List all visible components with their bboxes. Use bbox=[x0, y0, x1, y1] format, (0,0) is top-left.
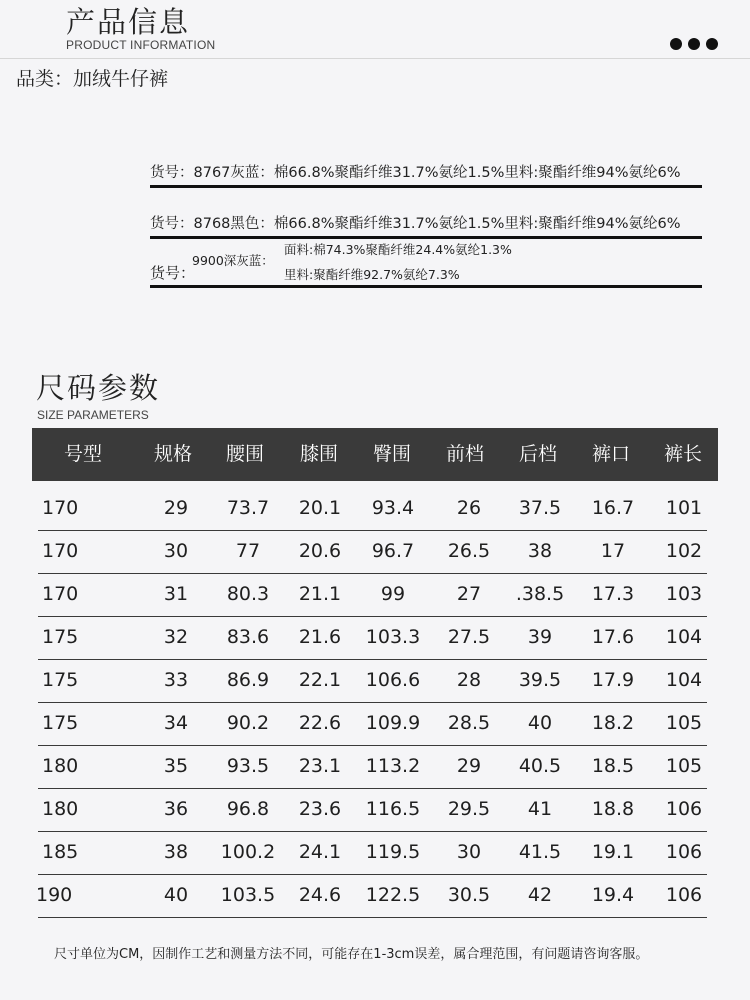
table-row bbox=[0, 876, 750, 919]
table-cell: 101 bbox=[665, 497, 703, 519]
table-cell: 175 bbox=[42, 712, 79, 734]
table-cell: 23.1 bbox=[298, 755, 342, 777]
table-cell: 37.5 bbox=[518, 497, 562, 519]
product-code: 9900深灰蓝： bbox=[192, 253, 274, 268]
table-cell: 30.5 bbox=[447, 884, 491, 906]
size-table-header bbox=[32, 428, 718, 481]
column-header: 膝围 bbox=[299, 443, 339, 465]
table-cell: 19.1 bbox=[591, 841, 635, 863]
table-cell: 29 bbox=[163, 497, 189, 519]
size-params-title: 尺码参数 bbox=[36, 371, 161, 405]
table-cell: 190 bbox=[36, 884, 73, 906]
table-cell: 24.1 bbox=[298, 841, 342, 863]
table-cell: 20.6 bbox=[298, 540, 342, 562]
product-material: 棉66.8%聚酯纤维31.7%氨纶1.5%里料:聚酯纤维94%氨纶6% bbox=[273, 216, 681, 232]
table-cell: 180 bbox=[42, 798, 79, 820]
table-cell: 103.5 bbox=[220, 884, 276, 906]
column-header: 后档 bbox=[518, 443, 558, 465]
table-cell: 17.9 bbox=[591, 669, 635, 691]
column-header: 规格 bbox=[153, 443, 193, 465]
table-row bbox=[0, 833, 750, 876]
table-cell: 27 bbox=[456, 583, 482, 605]
column-header: 臀围 bbox=[372, 443, 412, 465]
table-cell: 39 bbox=[527, 626, 553, 648]
category-label: 品类：加绒牛仔裤 bbox=[16, 68, 169, 90]
row-divider bbox=[38, 702, 707, 703]
more-menu-icon[interactable] bbox=[670, 38, 718, 50]
table-row bbox=[0, 575, 750, 618]
row-divider bbox=[38, 573, 707, 574]
table-cell: 19.4 bbox=[591, 884, 635, 906]
row-divider bbox=[38, 917, 707, 918]
table-cell: 29.5 bbox=[447, 798, 491, 820]
table-cell: 40.5 bbox=[518, 755, 562, 777]
table-cell: 24.6 bbox=[298, 884, 342, 906]
table-cell: 122.5 bbox=[365, 884, 421, 906]
product-spec-9900 bbox=[150, 240, 702, 290]
row-divider bbox=[38, 745, 707, 746]
table-cell: 175 bbox=[42, 626, 79, 648]
table-cell: 96.7 bbox=[371, 540, 415, 562]
table-cell: 185 bbox=[42, 841, 79, 863]
table-cell: 26 bbox=[456, 497, 482, 519]
table-cell: 28 bbox=[456, 669, 482, 691]
table-cell: 40 bbox=[527, 712, 553, 734]
table-cell: 106.6 bbox=[365, 669, 421, 691]
table-cell: 30 bbox=[456, 841, 482, 863]
table-cell: 83.6 bbox=[226, 626, 270, 648]
header-divider bbox=[0, 58, 750, 59]
table-cell: 40 bbox=[163, 884, 189, 906]
table-cell: 119.5 bbox=[365, 841, 421, 863]
table-cell: 170 bbox=[42, 583, 79, 605]
spec-underline bbox=[150, 236, 702, 239]
column-header: 裤口 bbox=[591, 443, 631, 465]
table-cell: 36 bbox=[163, 798, 189, 820]
table-cell: 93.4 bbox=[371, 497, 415, 519]
column-header: 裤长 bbox=[663, 443, 703, 465]
table-cell: 102 bbox=[665, 540, 703, 562]
table-cell: 30 bbox=[163, 540, 189, 562]
table-cell: 73.7 bbox=[226, 497, 270, 519]
table-cell: 180 bbox=[42, 755, 79, 777]
table-cell: 23.6 bbox=[298, 798, 342, 820]
table-row bbox=[0, 661, 750, 704]
product-code: 货号：8768黑色： bbox=[150, 216, 274, 232]
product-material-lining: 里料:聚酯纤维92.7%氨纶7.3% bbox=[284, 267, 460, 282]
table-row bbox=[0, 532, 750, 575]
product-info-subtitle: PRODUCT INFORMATION bbox=[66, 38, 216, 52]
row-divider bbox=[38, 659, 707, 660]
table-cell: 17.6 bbox=[591, 626, 635, 648]
table-cell: 33 bbox=[163, 669, 189, 691]
table-cell: 34 bbox=[163, 712, 189, 734]
table-cell: 29 bbox=[456, 755, 482, 777]
table-cell: 26.5 bbox=[447, 540, 491, 562]
table-cell: 175 bbox=[42, 669, 79, 691]
table-cell: 21.6 bbox=[298, 626, 342, 648]
table-cell: 170 bbox=[42, 540, 79, 562]
size-footnote: 尺寸单位为CM，因制作工艺和测量方法不同，可能存在1-3cm误差，属合理范围，有问题请咨询客服。 bbox=[54, 947, 649, 962]
table-cell: 18.2 bbox=[591, 712, 635, 734]
table-cell: 39.5 bbox=[518, 669, 562, 691]
size-params-subtitle: SIZE PARAMETERS bbox=[37, 408, 149, 422]
table-cell: 100.2 bbox=[220, 841, 276, 863]
table-cell: 32 bbox=[163, 626, 189, 648]
table-cell: 105 bbox=[665, 755, 703, 777]
table-cell: 41 bbox=[527, 798, 553, 820]
table-cell: 109.9 bbox=[365, 712, 421, 734]
table-cell: 93.5 bbox=[226, 755, 270, 777]
table-cell: 103.3 bbox=[365, 626, 421, 648]
table-row bbox=[0, 489, 750, 532]
table-cell: 18.8 bbox=[591, 798, 635, 820]
table-cell: 22.6 bbox=[298, 712, 342, 734]
table-cell: 38 bbox=[527, 540, 553, 562]
table-cell: 90.2 bbox=[226, 712, 270, 734]
table-cell: 105 bbox=[665, 712, 703, 734]
table-row bbox=[0, 704, 750, 747]
table-cell: 86.9 bbox=[226, 669, 270, 691]
table-cell: 96.8 bbox=[226, 798, 270, 820]
table-row bbox=[0, 618, 750, 661]
product-spec-8767 bbox=[150, 161, 702, 191]
table-cell: 38 bbox=[163, 841, 189, 863]
table-cell: 80.3 bbox=[226, 583, 270, 605]
row-divider bbox=[38, 530, 707, 531]
table-cell: 106 bbox=[665, 841, 703, 863]
table-cell: 17 bbox=[600, 540, 626, 562]
row-divider bbox=[38, 874, 707, 875]
table-cell: 20.1 bbox=[298, 497, 342, 519]
column-header: 腰围 bbox=[225, 443, 265, 465]
product-info-title: 产品信息 bbox=[66, 5, 191, 39]
table-cell: .38.5 bbox=[515, 583, 565, 605]
table-cell: 17.3 bbox=[591, 583, 635, 605]
table-cell: 104 bbox=[665, 626, 703, 648]
product-material: 棉66.8%聚酯纤维31.7%氨纶1.5%里料:聚酯纤维94%氨纶6% bbox=[273, 165, 681, 181]
table-cell: 16.7 bbox=[591, 497, 635, 519]
spec-underline bbox=[150, 285, 702, 288]
row-divider bbox=[38, 831, 707, 832]
table-cell: 18.5 bbox=[591, 755, 635, 777]
table-cell: 104 bbox=[665, 669, 703, 691]
table-cell: 28.5 bbox=[447, 712, 491, 734]
table-cell: 77 bbox=[235, 540, 261, 562]
row-divider bbox=[38, 788, 707, 789]
table-cell: 31 bbox=[163, 583, 189, 605]
row-divider bbox=[38, 616, 707, 617]
table-cell: 99 bbox=[380, 583, 406, 605]
column-header: 前档 bbox=[445, 443, 485, 465]
product-material-outer: 面料:棉74.3%聚酯纤维24.4%氨纶1.3% bbox=[284, 242, 512, 257]
table-cell: 106 bbox=[665, 884, 703, 906]
table-cell: 41.5 bbox=[518, 841, 562, 863]
table-cell: 170 bbox=[42, 497, 79, 519]
product-spec-8768 bbox=[150, 212, 702, 242]
table-cell: 22.1 bbox=[298, 669, 342, 691]
column-header: 号型 bbox=[63, 443, 103, 465]
table-cell: 35 bbox=[163, 755, 189, 777]
spec-underline bbox=[150, 185, 702, 188]
table-cell: 113.2 bbox=[365, 755, 421, 777]
product-code: 货号：8767灰蓝： bbox=[150, 165, 274, 181]
table-cell: 116.5 bbox=[365, 798, 421, 820]
table-cell: 42 bbox=[527, 884, 553, 906]
table-cell: 27.5 bbox=[447, 626, 491, 648]
table-cell: 103 bbox=[665, 583, 703, 605]
table-row bbox=[0, 790, 750, 833]
table-row bbox=[0, 747, 750, 790]
table-cell: 106 bbox=[665, 798, 703, 820]
table-cell: 21.1 bbox=[298, 583, 342, 605]
product-code-label: 货号： bbox=[150, 264, 196, 282]
